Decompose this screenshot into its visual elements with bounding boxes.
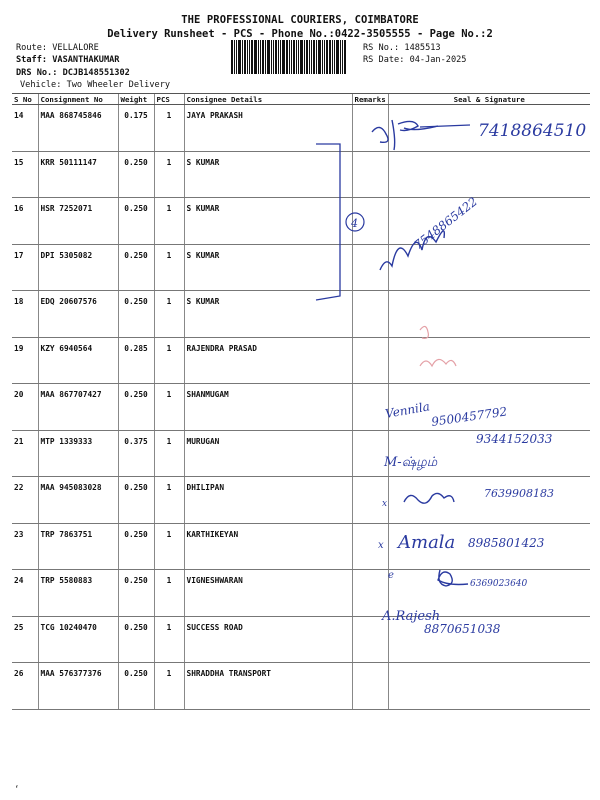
table-row xyxy=(12,244,590,291)
cell-consignee: S KUMAR xyxy=(184,244,352,291)
barcode-bar xyxy=(304,40,305,74)
barcode-bar xyxy=(306,40,308,74)
cell-sno: 21 xyxy=(12,430,38,477)
cross-mark-icon: x xyxy=(378,540,384,551)
barcode-bar xyxy=(334,40,335,74)
cell-remarks xyxy=(352,523,388,570)
barcode-bar xyxy=(344,40,346,74)
barcode-bar xyxy=(267,40,270,74)
barcode-bar xyxy=(313,40,315,74)
barcode-bar xyxy=(247,40,248,74)
table-row xyxy=(12,337,590,384)
barcode-bar xyxy=(242,40,243,74)
table-row xyxy=(12,151,590,198)
barcode-bar xyxy=(238,40,241,74)
cell-pcs: 1 xyxy=(154,105,184,152)
cell-signature xyxy=(388,151,590,198)
handwritten-phone-row21: 9500457792 xyxy=(430,404,509,429)
cell-consignment-no: TRP 5580883 xyxy=(38,570,118,617)
cell-consignment-no: TRP 7863751 xyxy=(38,523,118,570)
route-label: Route: VELLALORE xyxy=(16,43,99,53)
barcode-bar xyxy=(309,40,310,74)
cell-pcs: 1 xyxy=(154,523,184,570)
barcode-bar xyxy=(231,40,233,74)
corner-mark: ‘ xyxy=(14,785,20,795)
handwritten-name-row26: A.Rajesh xyxy=(382,609,441,624)
barcode-bar xyxy=(342,40,343,74)
cell-consignment-no: DPI 5305082 xyxy=(38,244,118,291)
cell-consignee: JAYA PRAKASH xyxy=(184,105,352,152)
cell-consignment-no: EDQ 20607576 xyxy=(38,291,118,338)
cell-remarks xyxy=(352,291,388,338)
runsheet-subtitle: Delivery Runsheet - PCS - Phone No.:0422-3505555 - Page No.:2 xyxy=(107,28,493,40)
cell-sno: 15 xyxy=(12,151,38,198)
cell-sno: 18 xyxy=(12,291,38,338)
handwritten-name-row21: Vennila xyxy=(384,399,431,421)
cell-pcs: 1 xyxy=(154,198,184,245)
cell-pcs: 1 xyxy=(154,616,184,663)
table-row xyxy=(12,570,590,617)
barcode-bar xyxy=(324,40,325,74)
cell-weight: 0.250 xyxy=(118,291,154,338)
cell-consignee: SHANMUGAM xyxy=(184,384,352,431)
table-row xyxy=(12,663,590,710)
handwritten-name-row22: M-ஷ்ழம் xyxy=(384,455,438,470)
barcode-bar xyxy=(326,40,328,74)
barcode-bar xyxy=(262,40,264,74)
barcode-bar xyxy=(289,40,290,74)
handwritten-phone-row24: 8985801423 xyxy=(468,536,545,550)
cell-sno: 14 xyxy=(12,105,38,152)
column-header-consignment: Consignment No xyxy=(38,94,118,105)
barcode-bar xyxy=(332,40,333,74)
cell-consignee: S KUMAR xyxy=(184,198,352,245)
cell-remarks xyxy=(352,198,388,245)
staff-label: Staff: VASANTHAKUMAR xyxy=(16,55,120,65)
cell-remarks xyxy=(352,384,388,431)
cell-consignee: KARTHIKEYAN xyxy=(184,523,352,570)
barcode-bar xyxy=(275,40,277,74)
column-header-consignee: Consignee Details xyxy=(184,94,352,105)
cell-consignment-no: MAA 945083028 xyxy=(38,477,118,524)
drs-number: DRS No.: DCJB148551302 xyxy=(16,68,130,78)
cell-signature xyxy=(388,105,590,152)
cell-remarks xyxy=(352,430,388,477)
cell-remarks xyxy=(352,663,388,710)
cell-consignment-no: MTP 1339333 xyxy=(38,430,118,477)
company-title: THE PROFESSIONAL COURIERS, COIMBATORE xyxy=(181,14,419,26)
barcode-bar xyxy=(311,40,312,74)
cell-pcs: 1 xyxy=(154,430,184,477)
cell-remarks xyxy=(352,570,388,617)
cell-pcs: 1 xyxy=(154,244,184,291)
barcode-bar xyxy=(300,40,303,74)
cell-consignee: RAJENDRA PRASAD xyxy=(184,337,352,384)
barcode-bar xyxy=(280,40,281,74)
cell-signature xyxy=(388,663,590,710)
cell-signature xyxy=(388,430,590,477)
barcode-bar xyxy=(298,40,299,74)
column-header-remarks: Remarks xyxy=(352,94,388,105)
column-header-pcs: PCS xyxy=(154,94,184,105)
cell-sno: 24 xyxy=(12,570,38,617)
barcode xyxy=(231,40,355,74)
cell-signature xyxy=(388,244,590,291)
barcode-bar xyxy=(340,40,341,74)
barcode-bar xyxy=(244,40,246,74)
handwritten-phone-group: 7548865422 xyxy=(411,194,481,253)
cell-consignment-no: TCG 10240470 xyxy=(38,616,118,663)
table-row xyxy=(12,477,590,524)
cell-sno: 17 xyxy=(12,244,38,291)
handwritten-name-row24: Amala xyxy=(398,532,456,553)
cell-consignee: S KUMAR xyxy=(184,151,352,198)
cell-weight: 0.250 xyxy=(118,523,154,570)
cell-weight: 0.175 xyxy=(118,105,154,152)
cell-signature xyxy=(388,291,590,338)
cell-consignment-no: KRR 50111147 xyxy=(38,151,118,198)
barcode-bar xyxy=(293,40,295,74)
cell-remarks xyxy=(352,151,388,198)
cell-sno: 19 xyxy=(12,337,38,384)
barcode-bar xyxy=(286,40,288,74)
cell-weight: 0.375 xyxy=(118,430,154,477)
cell-consignment-no: MAA 576377376 xyxy=(38,663,118,710)
table-row xyxy=(12,616,590,663)
column-header-sno: S No xyxy=(12,94,38,105)
cell-weight: 0.285 xyxy=(118,337,154,384)
barcode-bar xyxy=(336,40,339,74)
cell-sno: 22 xyxy=(12,477,38,524)
cell-consignee: SHRADDHA TRANSPORT xyxy=(184,663,352,710)
cell-weight: 0.250 xyxy=(118,570,154,617)
cell-weight: 0.250 xyxy=(118,477,154,524)
cell-pcs: 1 xyxy=(154,477,184,524)
barcode-bar xyxy=(234,40,235,74)
cell-weight: 0.250 xyxy=(118,616,154,663)
barcode-bar xyxy=(251,40,253,74)
barcode-bar xyxy=(278,40,279,74)
handwritten-phone-row23: 7639908183 xyxy=(484,487,554,500)
barcode-bar xyxy=(316,40,317,74)
cell-remarks xyxy=(352,105,388,152)
handwritten-phone-row22: 9344152033 xyxy=(476,432,553,446)
rs-number: RS No.: 1485513 xyxy=(363,43,441,53)
cell-consignee: MURUGAN xyxy=(184,430,352,477)
barcode-bar xyxy=(291,40,292,74)
cross-mark-icon: x xyxy=(382,499,388,509)
vehicle-label: Vehicle: Two Wheeler Delivery xyxy=(20,80,171,90)
barcode-bar xyxy=(236,40,237,74)
cell-pcs: 1 xyxy=(154,570,184,617)
table-row xyxy=(12,523,590,570)
cell-pcs: 1 xyxy=(154,151,184,198)
handwritten-phone-row25: 6369023640 xyxy=(470,579,528,589)
cell-consignment-no: KZY 6940564 xyxy=(38,337,118,384)
cell-remarks xyxy=(352,616,388,663)
cell-consignee: SUCCESS ROAD xyxy=(184,616,352,663)
handwritten-phone-row14: 7418864510 xyxy=(478,121,587,141)
barcode-bar xyxy=(329,40,331,74)
cell-signature xyxy=(388,337,590,384)
cell-remarks xyxy=(352,337,388,384)
barcode-bar xyxy=(249,40,250,74)
column-header-weight: Weight xyxy=(118,94,154,105)
check-mark-icon: e xyxy=(388,570,394,581)
cell-consignment-no: HSR 7252071 xyxy=(38,198,118,245)
cell-sno: 20 xyxy=(12,384,38,431)
barcode-bar xyxy=(318,40,321,74)
cell-consignment-no: MAA 868745846 xyxy=(38,105,118,152)
cell-sno: 26 xyxy=(12,663,38,710)
cell-pcs: 1 xyxy=(154,663,184,710)
table-row xyxy=(12,105,590,152)
rs-date: RS Date: 04-Jan-2025 xyxy=(363,55,467,65)
cell-sno: 25 xyxy=(12,616,38,663)
handwritten-phone-row26: 8870651038 xyxy=(424,622,501,636)
cell-signature xyxy=(388,384,590,431)
cell-signature xyxy=(388,477,590,524)
cell-consignee: DHILIPAN xyxy=(184,477,352,524)
barcode-bar xyxy=(260,40,261,74)
runsheet-table xyxy=(12,93,590,710)
table-row xyxy=(12,430,590,477)
column-header-signature: Seal & Signature xyxy=(388,94,590,105)
cell-weight: 0.250 xyxy=(118,244,154,291)
table-row xyxy=(12,291,590,338)
barcode-bar xyxy=(282,40,285,74)
cell-pcs: 1 xyxy=(154,384,184,431)
cell-signature xyxy=(388,570,590,617)
barcode-bar xyxy=(258,40,259,74)
barcode-bar xyxy=(271,40,272,74)
barcode-bar xyxy=(322,40,323,74)
handwritten-count: 4 xyxy=(351,217,358,230)
table-row xyxy=(12,198,590,245)
cell-consignee: S KUMAR xyxy=(184,291,352,338)
cell-weight: 0.250 xyxy=(118,151,154,198)
cell-weight: 0.250 xyxy=(118,198,154,245)
cell-signature xyxy=(388,616,590,663)
table-row xyxy=(12,384,590,431)
cell-signature xyxy=(388,523,590,570)
cell-weight: 0.250 xyxy=(118,663,154,710)
barcode-bar xyxy=(254,40,257,74)
cell-sno: 23 xyxy=(12,523,38,570)
table-header-row xyxy=(12,94,590,105)
barcode-bar xyxy=(273,40,274,74)
cell-consignee: VIGNESHWARAN xyxy=(184,570,352,617)
cell-pcs: 1 xyxy=(154,291,184,338)
cell-sno: 16 xyxy=(12,198,38,245)
cell-pcs: 1 xyxy=(154,337,184,384)
cell-weight: 0.250 xyxy=(118,384,154,431)
barcode-bar xyxy=(265,40,266,74)
cell-signature xyxy=(388,198,590,245)
cell-consignment-no: MAA 867707427 xyxy=(38,384,118,431)
barcode-bar xyxy=(296,40,297,74)
cell-remarks xyxy=(352,244,388,291)
cell-remarks xyxy=(352,477,388,524)
